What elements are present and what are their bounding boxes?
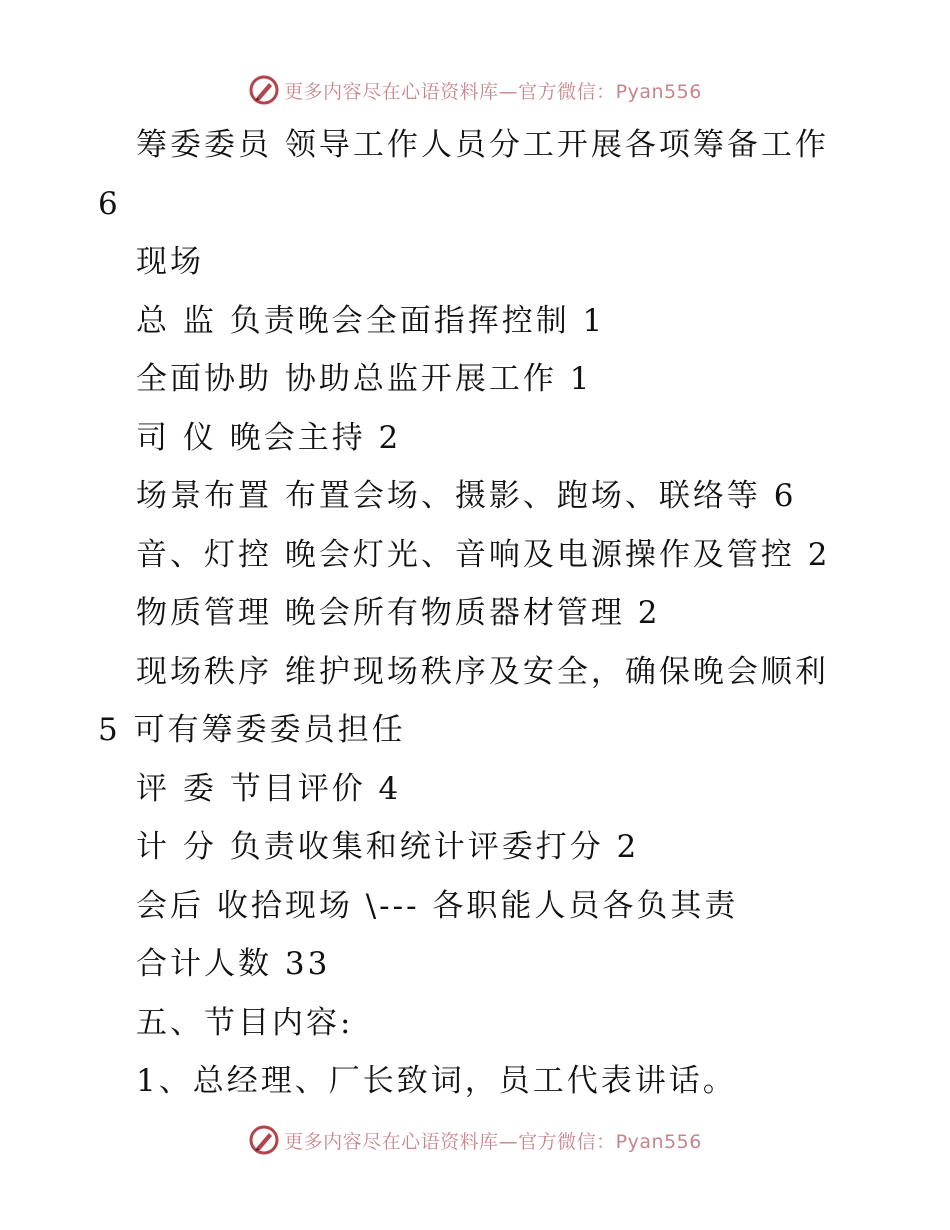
text-line: 筹委委员 领导工作人员分工开展各项筹备工作 [136, 127, 829, 163]
text-line: 现场 [136, 244, 204, 280]
text-line: 总 监 负责晚会全面指挥控制 1 [136, 302, 606, 339]
text-line: 1、总经理、厂长致词，员工代表讲话。 [136, 1063, 737, 1099]
text-line: 场景布置 布置会场、摄影、跑场、联络等 6 [136, 478, 797, 514]
text-line: 全面协助 协助总监开展工作 1 [136, 361, 593, 397]
pen-logo-icon [248, 1124, 280, 1156]
text-line: 五、节目内容: [136, 1004, 354, 1041]
text-line: 评 委 节目评价 4 [136, 770, 402, 807]
text-line: 5 可有筹委委员担任 [98, 712, 406, 748]
footer-watermark [0, 1120, 950, 1160]
text-line: 物质管理 晚会所有物质器材管理 2 [136, 595, 661, 631]
text-line: 音、灯控 晚会灯光、音响及电源操作及管控 2 [136, 536, 831, 573]
text-line: 会后 收拾现场 \--- 各职能人员各负其责 [136, 887, 739, 924]
pen-logo-icon [248, 74, 280, 106]
document-body [98, 116, 848, 1111]
watermark-text: 更多内容尽在心语资料库—官方微信：Pyan556 [284, 1130, 702, 1153]
text-line: 合计人数 33 [136, 946, 331, 982]
text-line: 计 分 负责收集和统计评委打分 2 [136, 829, 640, 865]
watermark-text: 更多内容尽在心语资料库—官方微信：Pyan556 [284, 80, 702, 103]
header-watermark [0, 70, 950, 110]
text-line: 6 [98, 185, 121, 222]
text-line: 司 仪 晚会主持 2 [136, 419, 402, 456]
text-line: 现场秩序 维护现场秩序及安全，确保晚会顺利 [136, 653, 829, 690]
